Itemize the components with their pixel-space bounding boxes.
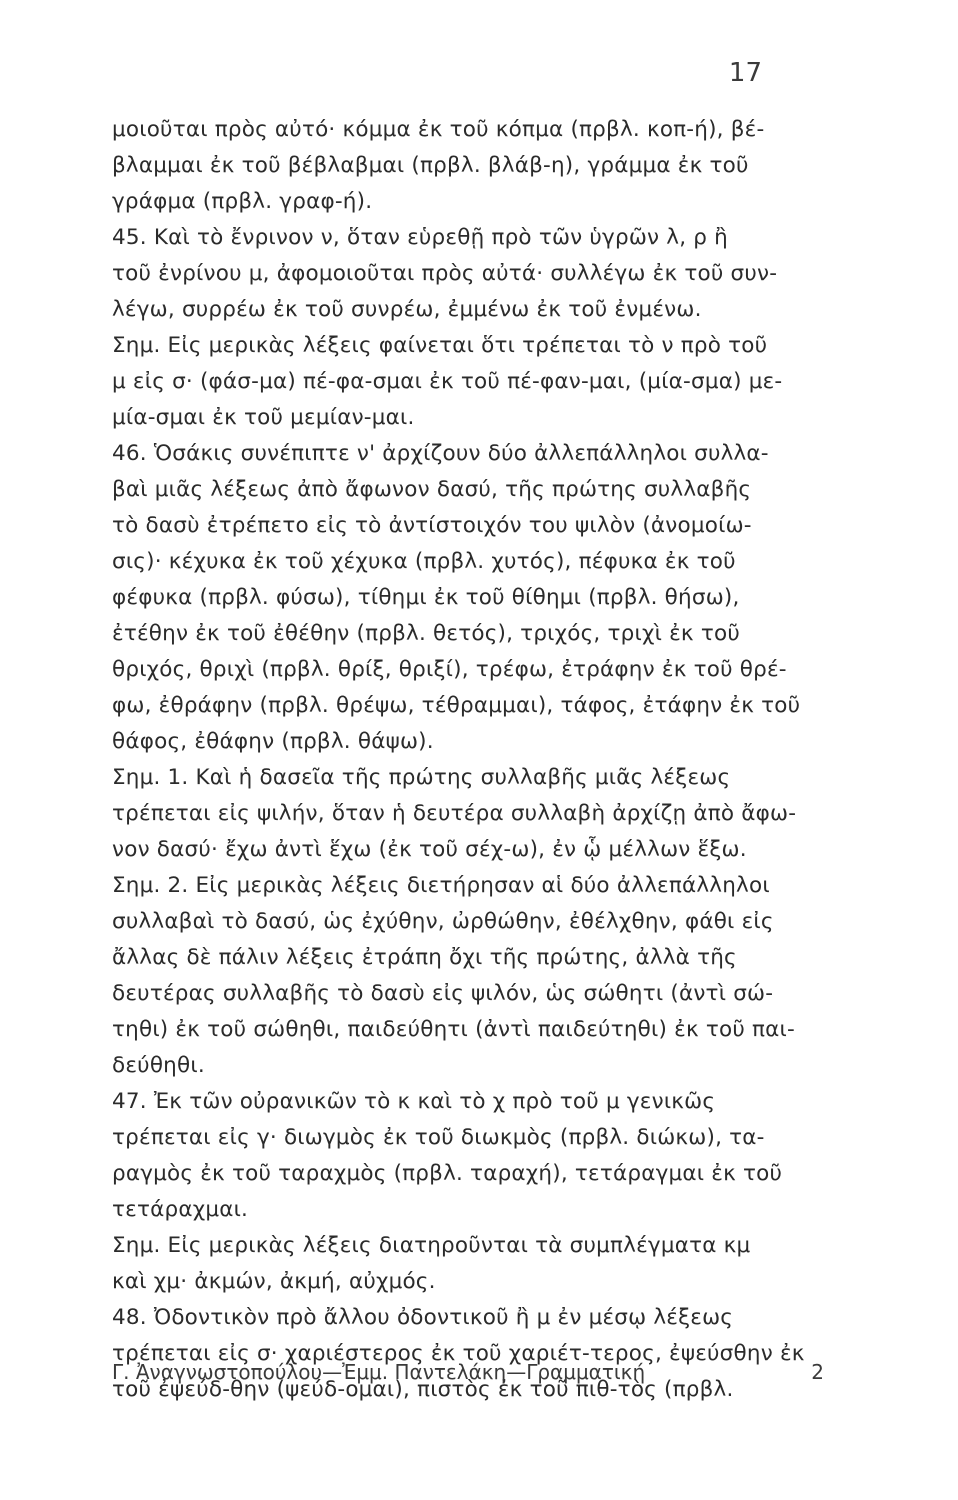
text-line: ραγμὸς ἐκ τοῦ ταραχμὸς (πρβλ. ταραχή), τετάραγμαι ἐκ τοῦ	[112, 1161, 783, 1186]
text-line: τρέπεται εἰς ψιλήν, ὅταν ἡ δευτέρα συλλαβὴ ἀρχίζῃ ἀπὸ ἄφω-	[112, 801, 797, 826]
text-line: φέφυκα (πρβλ. φύσω), τίθημι ἐκ τοῦ θίθημι (πρβλ. θήσω),	[112, 585, 740, 610]
page-footer	[112, 1360, 824, 1384]
text-line: μία-σμαι ἐκ τοῦ μεμίαν-μαι.	[112, 405, 415, 430]
text-line: ἐτέθην ἐκ τοῦ ἐθέθην (πρβλ. θετός), τριχός, τριχὶ ἐκ τοῦ	[112, 621, 740, 646]
text-line: βλαμμαι ἐκ τοῦ βέβλαβμαι (πρβλ. βλάβ-η), γράμμα ἐκ τοῦ	[112, 153, 749, 178]
text-line: τὸ δασὺ ἐτρέπετο εἰς τὸ ἀντίστοιχόν του ψιλὸν (ἀνομοίω-	[112, 513, 752, 538]
body-text	[112, 112, 824, 1408]
text-line: τοῦ ἐνρίνου μ, ἀφομοιοῦται πρὸς αὐτά· συλλέγω ἐκ τοῦ συν-	[112, 261, 778, 286]
text-line: 45. Καὶ τὸ ἔνρινον ν, ὅταν εὑρεθῇ πρὸ τῶν ὑγρῶν λ, ρ ἢ	[112, 225, 728, 250]
text-line: τρέπεται εἰς γ· διωγμὸς ἐκ τοῦ διωκμὸς (πρβλ. διώκω), τα-	[112, 1125, 765, 1150]
text-line: δευτέρας συλλαβῆς τὸ δασὺ εἰς ψιλόν, ὡς σώθητι (ἀντὶ σώ-	[112, 981, 774, 1006]
text-line: λέγω, συρρέω ἐκ τοῦ συνρέω, ἐμμένω ἐκ τοῦ ἐνμένω.	[112, 297, 702, 322]
text-line: καὶ χμ· ἀκμών, ἀκμή, αὐχμός.	[112, 1269, 436, 1294]
text-line: ἄλλας δὲ πάλιν λέξεις ἐτράπη ὄχι τῆς πρώτης, ἀλλὰ τῆς	[112, 945, 737, 970]
text-line: Σημ. 1. Καὶ ἡ δασεῖα τῆς πρώτης συλλαβῆς μιᾶς λέξεως	[112, 765, 731, 790]
text-line: μ εἰς σ· (φάσ-μα) πέ-φα-σμαι ἐκ τοῦ πέ-φαν-μαι, (μία-σμα) με-	[112, 369, 783, 394]
text-line: τοῦ ἐψεύδ-θην (ψεύδ-ομαι), πιστὸς ἐκ τοῦ πιθ-τὸς (πρβλ.	[112, 1377, 734, 1402]
text-line: συλλαβαὶ τὸ δασύ, ὡς ἐχύθην, ὠρθώθην, ἐθέλχθην, φάθι εἰς	[112, 909, 774, 934]
text-line: 48. Ὀδοντικὸν πρὸ ἄλλου ὀδοντικοῦ ἢ μ ἐν μέσῳ λέξεως	[112, 1305, 734, 1330]
text-line: βαὶ μιᾶς λέξεως ἀπὸ ἄφωνον δασύ, τῆς πρώτης συλλαβῆς	[112, 477, 752, 502]
text-line: θάφος, ἐθάφην (πρβλ. θάψω).	[112, 729, 434, 754]
text-line: σις)· κέχυκα ἐκ τοῦ χέχυκα (πρβλ. χυτός), πέφυκα ἐκ τοῦ	[112, 549, 736, 574]
text-line: Σημ. Εἰς μερικὰς λέξεις διατηροῦνται τὰ συμπλέγματα κμ	[112, 1233, 751, 1258]
text-line: θριχός, θριχὶ (πρβλ. θρίξ, θριξί), τρέφω, ἐτράφην ἐκ τοῦ θρέ-	[112, 657, 787, 682]
text-line: 47. Ἐκ τῶν οὐρανικῶν τὸ κ καὶ τὸ χ πρὸ τοῦ μ γενικῶς	[112, 1089, 716, 1114]
text-line: φω, ἐθράφην (πρβλ. θρέψω, τέθραμμαι), τάφος, ἐτάφην ἐκ τοῦ	[112, 693, 801, 718]
text-line: γράφμα (πρβλ. γραφ-ή).	[112, 189, 373, 214]
page-number: 17	[728, 58, 762, 88]
text-line: Σημ. 2. Εἰς μερικὰς λέξεις διετήρησαν αἱ δύο ἀλλεπάλληλοι	[112, 873, 770, 898]
text-line: μοιοῦται πρὸς αὐτό· κόμμα ἐκ τοῦ κόπμα (πρβλ. κοπ-ή), βέ-	[112, 117, 765, 142]
text-line: τηθι) ἐκ τοῦ σώθηθι, παιδεύθητι (ἀντὶ παιδεύτηθι) ἐκ τοῦ παι-	[112, 1017, 795, 1042]
footer-authors-title: Γ. Ἀναγνωστοπούλου—Ἐμμ. Παντελάκη—Γραμματική	[112, 1360, 646, 1384]
text-line: τρέπεται εἰς σ· χαριέστερος ἐκ τοῦ χαριέτ-τερος, ἐψεύσθην ἐκ	[112, 1341, 805, 1366]
text-line: δεύθηθι.	[112, 1053, 205, 1078]
text-line: Σημ. Εἰς μερικὰς λέξεις φαίνεται ὅτι τρέπεται τὸ ν πρὸ τοῦ	[112, 333, 768, 358]
text-line: 46. Ὁσάκις συνέπιπτε ν' ἀρχίζουν δύο ἀλλεπάλληλοι συλλα-	[112, 441, 769, 466]
text-line: τετάραχμαι.	[112, 1197, 249, 1222]
text-line: νον δασύ· ἔχω ἀντὶ ἕχω (ἐκ τοῦ σέχ-ω), ἐν ᾧ μέλλων ἕξω.	[112, 837, 747, 862]
signature-mark: 2	[811, 1360, 824, 1384]
